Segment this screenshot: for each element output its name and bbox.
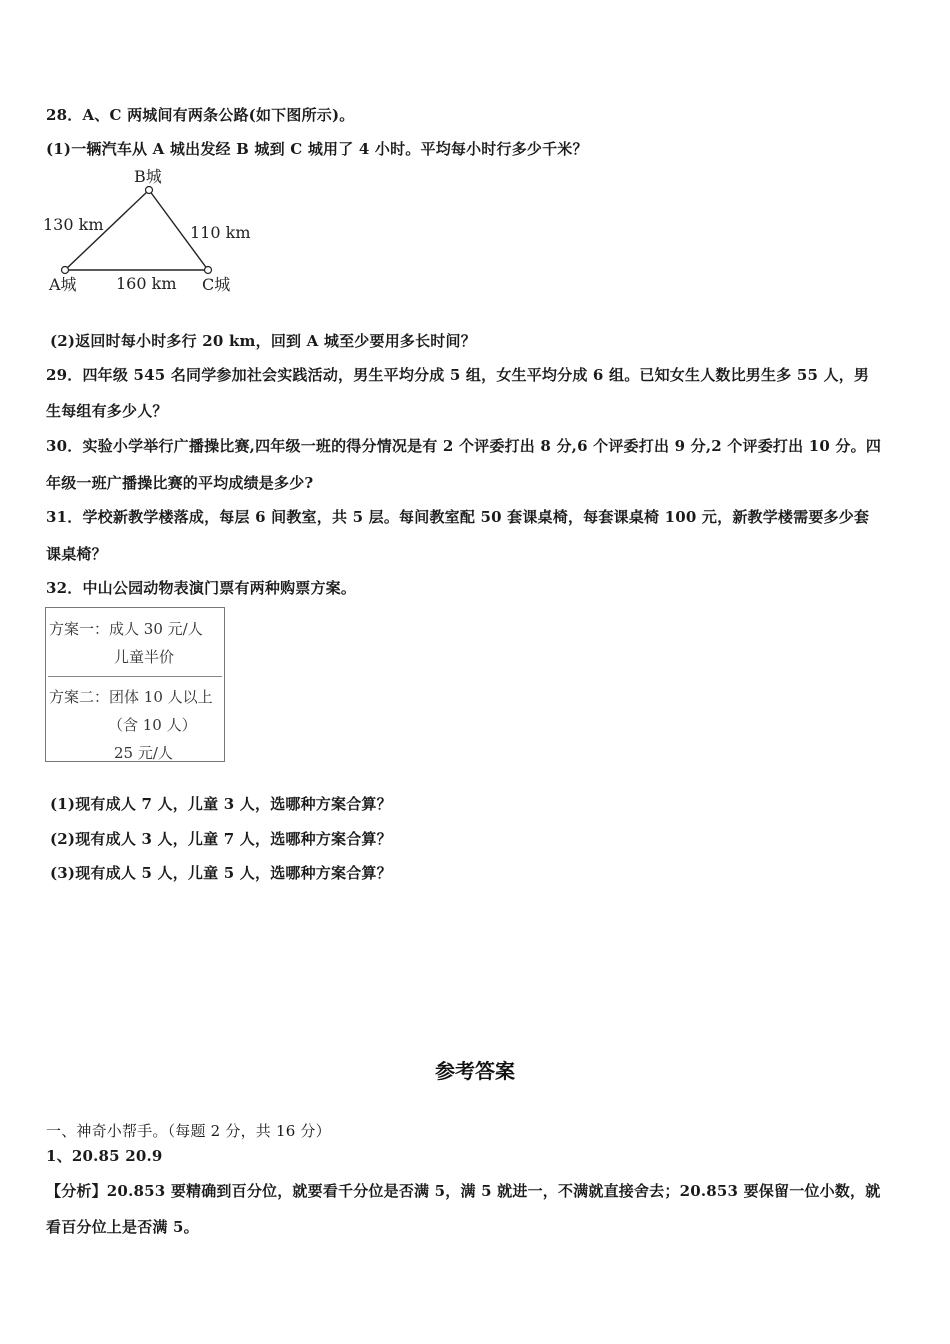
- answers-heading: 参考答案: [435, 1059, 515, 1083]
- q31-line2: 课桌椅？: [46, 545, 107, 563]
- plan1-child-price: 儿童半价: [114, 648, 175, 666]
- q29-line1: 29．四年级 545 名同学参加社会实践活动，男生平均分成 5 组，女生平均分成 6 组。已知女生人数比男生多 55 人，男: [46, 366, 870, 384]
- q32-sub1: (1)现有成人 7 人，儿童 3 人，选哪种方案合算？: [50, 795, 392, 813]
- plan2-group-inclusive: （含 10 人）: [108, 716, 197, 734]
- q30-line2: 年级一班广播操比赛的平均成绩是多少?: [46, 474, 314, 492]
- label-ab-distance: 130 km: [43, 215, 104, 234]
- node-a: [62, 267, 69, 274]
- q32-sub3: (3)现有成人 5 人，儿童 5 人，选哪种方案合算？: [50, 864, 392, 882]
- answers-analysis-line2: 看百分位上是否满 5。: [46, 1218, 199, 1236]
- q32-sub2: (2)现有成人 3 人，儿童 7 人，选哪种方案合算？: [50, 830, 392, 848]
- q32-title: 32．中山公园动物表演门票有两种购票方案。: [46, 579, 357, 597]
- label-city-c: C城: [202, 275, 231, 294]
- triangle-route-diagram: [38, 162, 268, 302]
- plan1-label: 方案一：: [49, 620, 110, 638]
- plan2-label: 方案二：: [49, 688, 110, 706]
- plan1-adult-price: 成人 30 元/人: [109, 620, 203, 638]
- answers-analysis-line1: 【分析】20.853 要精确到百分位，就要看千分位是否满 5，满 5 就进一，不满就直接舍去；20.853 要保留一位小数，就: [46, 1182, 881, 1200]
- plan2-group-price: 25 元/人: [114, 744, 173, 762]
- q28-title: 28．A、C 两城间有两条公路(如下图所示)。: [46, 106, 355, 124]
- q29-line2: 生每组有多少人？: [46, 402, 168, 420]
- plans-divider: [48, 676, 222, 677]
- node-c: [205, 267, 212, 274]
- plan2-group-rule: 团体 10 人以上: [109, 688, 213, 706]
- q28-part2: (2)返回时每小时多行 20 km，回到 A 城至少要用多长时间？: [50, 332, 476, 350]
- label-bc-distance: 110 km: [190, 223, 251, 242]
- ticket-plans-table: [45, 607, 225, 762]
- label-city-b: B城: [134, 167, 162, 186]
- q30-line1: 30．实验小学举行广播操比赛,四年级一班的得分情况是有 2 个评委打出 8 分,6 个评委打出 9 分,2 个评委打出 10 分。四: [46, 437, 882, 455]
- q28-part1: (1)一辆汽车从 A 城出发经 B 城到 C 城用了 4 小时。平均每小时行多少千米？: [46, 140, 588, 158]
- answers-section1: 一、神奇小帮手。（每题 2 分，共 16 分）: [46, 1122, 331, 1140]
- plan1-row-1: [49, 618, 203, 639]
- label-city-a: A城: [49, 275, 77, 294]
- node-b: [146, 187, 153, 194]
- q31-line1: 31．学校新教学楼落成，每层 6 间教室，共 5 层。每间教室配 50 套课桌椅，每套课桌椅 100 元，新教学楼需要多少套: [46, 508, 870, 526]
- label-ac-distance: 160 km: [116, 274, 177, 293]
- answers-item1: 1、20.85 20.9: [46, 1147, 163, 1165]
- plan2-row-1: [49, 686, 213, 707]
